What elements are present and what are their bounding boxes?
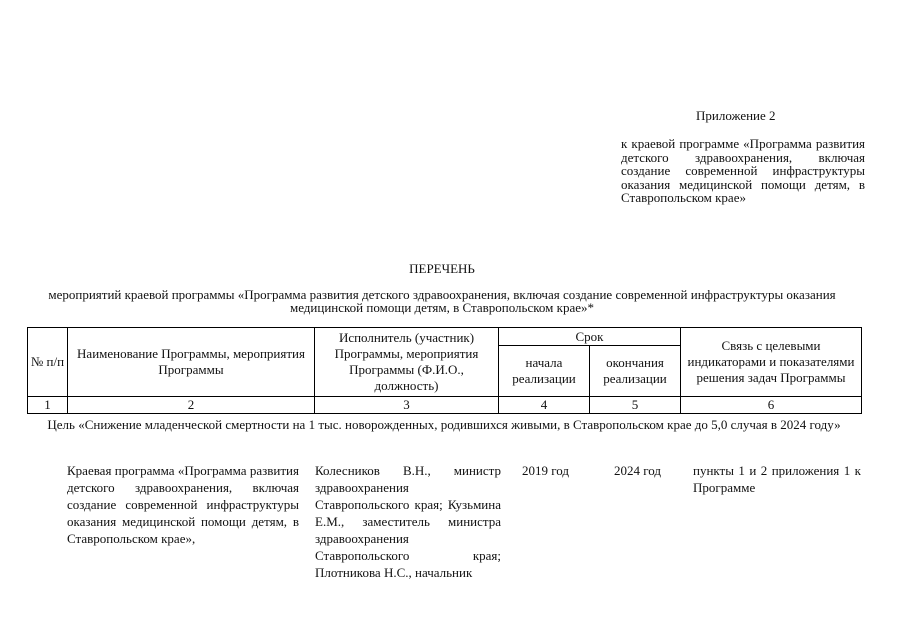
row-term-end: 2024 год (614, 463, 661, 478)
column-number: 4 (499, 397, 590, 414)
document-heading: ПЕРЕЧЕНЬ (409, 261, 475, 276)
column-number: 1 (28, 397, 68, 414)
appendix-reference: к краевой программе «Программа развития детского здравоохранения, включая создание современной инфраструктуры оказания медицинской помощи детям, в Ставропольском крае» (621, 136, 865, 205)
column-number: 6 (681, 397, 862, 414)
measures-table (27, 327, 862, 414)
header-term: Срок (499, 328, 681, 346)
row-executor: Колесников В.Н., министр здравоохранения Ставропольского края; Кузьмина Е.М., заместитель министра здравоохранения Ставропольского края; Плотникова Н.С., начальник (315, 463, 501, 580)
column-number: 5 (590, 397, 681, 414)
row-indicator-link: пункты 1 и 2 приложения 1 к Программе (693, 463, 861, 495)
header-term-start: начала реализации (499, 346, 590, 397)
appendix-title: Приложение 2 (696, 108, 776, 123)
header-num: № п/п (28, 328, 68, 397)
header-term-end: окончания реализации (590, 346, 681, 397)
row-term-start: 2019 год (522, 463, 569, 478)
goal-text: Цель «Снижение младенческой смертности на 1 тыс. новорожденных, родившихся живыми, в Ставропольском крае до 5,0 случая в 2024 году» (47, 417, 841, 432)
column-number: 2 (68, 397, 315, 414)
column-number: 3 (315, 397, 499, 414)
document-subheading: мероприятий краевой программы «Программа развития детского здравоохранения, включая создание современной инфраструктуры оказания медицинской помощи детям, в Ставропольском крае»* (48, 287, 836, 315)
header-link: Связь с целевыми индикаторами и показателями решения задач Программы (681, 328, 862, 397)
row-program-name: Краевая программа «Программа развития детского здравоохранения, включая создание современной инфраструктуры оказания медицинской помощи детям, в Ставропольском крае», (67, 463, 299, 546)
header-executor: Исполнитель (участник) Программы, мероприятия Программы (Ф.И.О., должность) (315, 328, 499, 397)
column-numbers-row (28, 397, 862, 414)
header-name: Наименование Программы, мероприятия Программы (68, 328, 315, 397)
